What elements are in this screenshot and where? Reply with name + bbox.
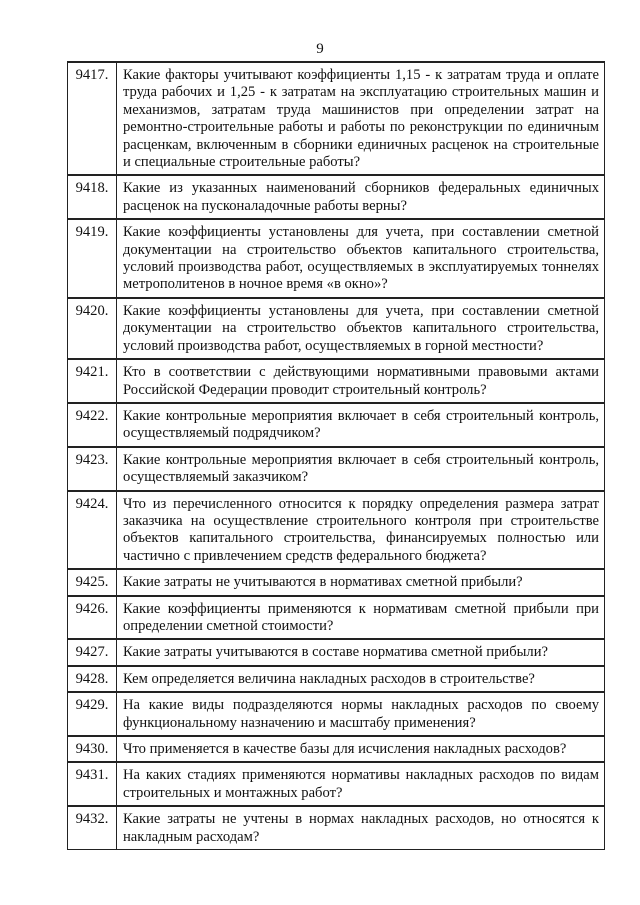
question-number: 9430.	[68, 736, 117, 762]
question-text: Какие коэффициенты применяются к нормативам сметной прибыли при определении сметной стоимости?	[117, 596, 605, 640]
question-row	[68, 298, 605, 359]
question-row	[68, 736, 605, 762]
question-row	[68, 175, 605, 219]
page-number: 9	[316, 41, 324, 57]
question-text: Что применяется в качестве базы для исчисления накладных расходов?	[117, 736, 605, 762]
question-row	[68, 491, 605, 570]
question-number: 9419.	[68, 219, 117, 298]
question-row	[68, 692, 605, 736]
question-row	[68, 62, 605, 175]
question-number: 9421.	[68, 359, 117, 403]
question-text: Какие затраты не учтены в нормах накладных расходов, но относятся к накладным расходам?	[117, 806, 605, 849]
question-row	[68, 219, 605, 298]
question-row	[68, 762, 605, 806]
question-number: 9420.	[68, 298, 117, 359]
question-number: 9427.	[68, 639, 117, 665]
question-row	[68, 359, 605, 403]
question-row	[68, 596, 605, 640]
question-number: 9425.	[68, 569, 117, 595]
question-row	[68, 447, 605, 491]
question-number: 9417.	[68, 62, 117, 175]
question-text: Какие из указанных наименований сборников федеральных единичных расценок на пусконаладочные работы верны?	[117, 175, 605, 219]
question-number: 9423.	[68, 447, 117, 491]
question-number: 9422.	[68, 403, 117, 447]
question-text: Какие контрольные мероприятия включает в себя строительный контроль, осуществляемый подрядчиком?	[117, 403, 605, 447]
question-text: Какие факторы учитывают коэффициенты 1,15 - к затратам труда и оплате труда рабочих и 1,25 - к затратам на эксплуатацию строительных машин и механизмов, затратам труда машинистов при определении затрат на ремонтно-строительные работы и работы по реконструкции по единичным расценкам, включенным в сборники единичных расценок на строительные и специальные строительные работы?	[117, 62, 605, 175]
question-number: 9426.	[68, 596, 117, 640]
question-row	[68, 569, 605, 595]
question-text: Какие затраты учитываются в составе норматива сметной прибыли?	[117, 639, 605, 665]
question-text: На каких стадиях применяются нормативы накладных расходов по видам строительных и монтажных работ?	[117, 762, 605, 806]
question-text: Какие затраты не учитываются в нормативах сметной прибыли?	[117, 569, 605, 595]
question-number: 9431.	[68, 762, 117, 806]
questions-table-body	[68, 62, 605, 850]
question-number: 9432.	[68, 806, 117, 849]
question-number: 9424.	[68, 491, 117, 570]
question-number: 9418.	[68, 175, 117, 219]
question-row	[68, 403, 605, 447]
question-text: Какие коэффициенты установлены для учета, при составлении сметной документации на строительство объектов капитального строительства, условий производства работ, осуществляемых в горной местности?	[117, 298, 605, 359]
question-text: Что из перечисленного относится к порядку определения размера затрат заказчика на осуществление строительного контроля при строительстве объектов капитального строительства, финансируемых полностью или частично с привлечением средств федерального бюджета?	[117, 491, 605, 570]
question-row	[68, 666, 605, 692]
question-number: 9429.	[68, 692, 117, 736]
question-text: На какие виды подразделяются нормы накладных расходов по своему функциональному назначению и масштабу применения?	[117, 692, 605, 736]
question-text: Какие коэффициенты установлены для учета, при составлении сметной документации на строительство объектов капитального строительства, условий производства работ, осуществляемых в эксплуатируемых тоннелях метрополитенов в ночное время «в окно»?	[117, 219, 605, 298]
question-text: Кем определяется величина накладных расходов в строительстве?	[117, 666, 605, 692]
question-row	[68, 639, 605, 665]
questions-table	[67, 61, 605, 850]
question-text: Кто в соответствии с действующими нормативными правовыми актами Российской Федерации проводит строительный контроль?	[117, 359, 605, 403]
question-number: 9428.	[68, 666, 117, 692]
question-text: Какие контрольные мероприятия включает в себя строительный контроль, осуществляемый заказчиком?	[117, 447, 605, 491]
question-row	[68, 806, 605, 849]
